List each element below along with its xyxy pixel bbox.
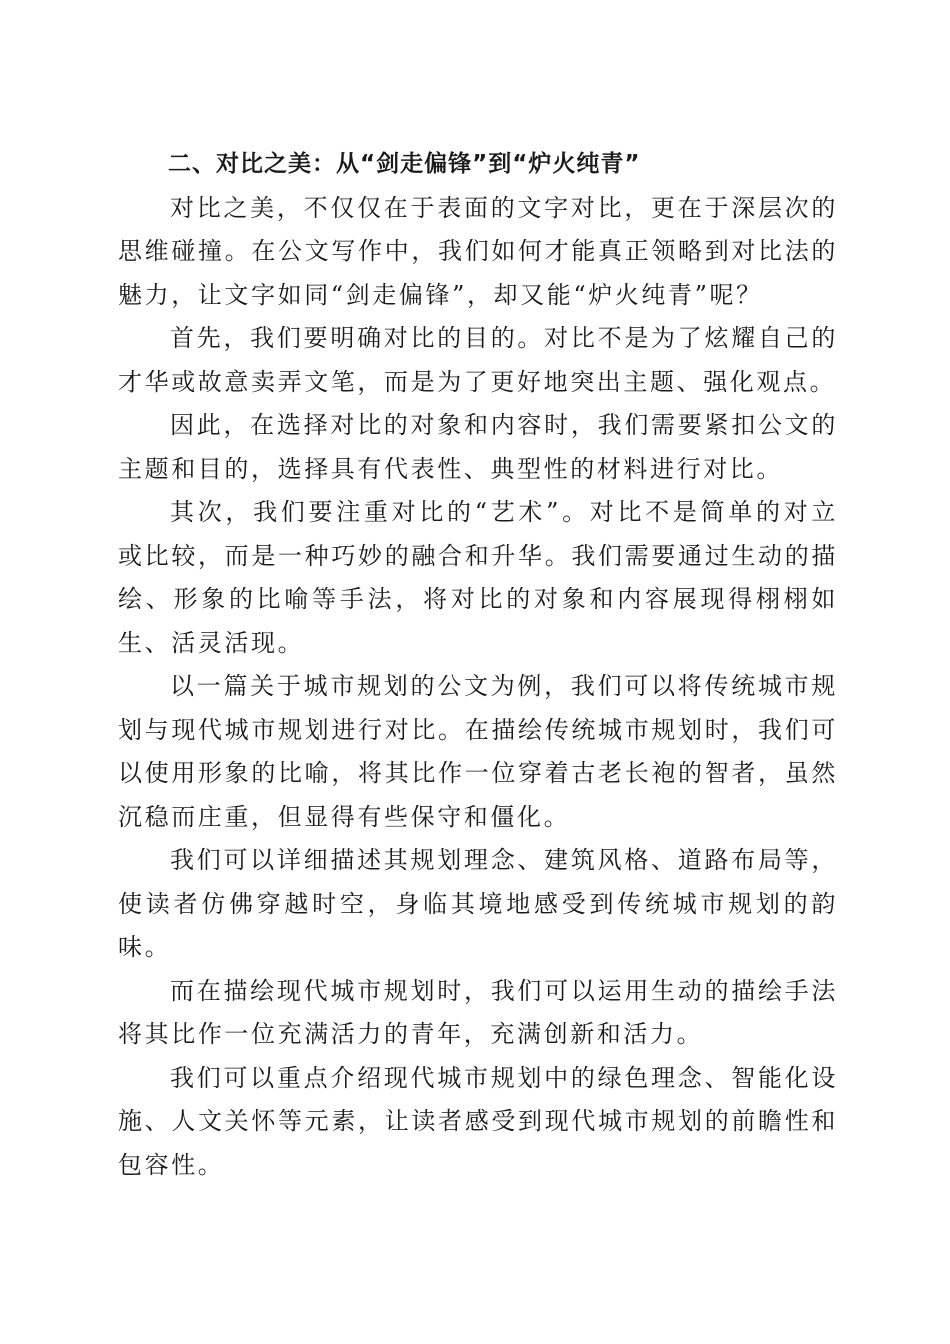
paragraph-6: 我们可以详细描述其规划理念、建筑风格、道路布局等，使读者仿佛穿越时空，身临其境地感受到传统城市规划的韵味。 xyxy=(118,846,838,961)
paragraph-5: 以一篇关于城市规划的公文为例，我们可以将传统城市规划与现代城市规划进行对比。在描绘传统城市规划时，我们可以使用形象的比喻，将其比作一位穿着古老长袍的智者，虽然沉稳而庄重，但显得有些保守和僵化。 xyxy=(118,672,838,831)
paragraph-1: 对比之美，不仅仅在于表面的文字对比，更在于深层次的思维碰撞。在公文写作中，我们如何才能真正领略到对比法的魅力，让文字如同“剑走偏锋”，却又能“炉火纯青”呢？ xyxy=(118,193,838,309)
section-heading: 二、对比之美：从“剑走偏锋”到“炉火纯青” xyxy=(168,151,641,177)
paragraph-4: 其次，我们要注重对比的“艺术”。对比不是简单的对立或比较，而是一种巧妙的融合和升华。我们需要通过生动的描绘、形象的比喻等手法，将对比的对象和内容展现得栩栩如生、活灵活现。 xyxy=(118,498,838,657)
paragraph-8: 我们可以重点介绍现代城市规划中的绿色理念、智能化设施、人文关怀等元素，让读者感受到现代城市规划的前瞻性和包容性。 xyxy=(118,1063,838,1179)
paragraph-3: 因此，在选择对比的对象和内容时，我们需要紧扣公文的主题和目的，选择具有代表性、典型性的材料进行对比。 xyxy=(118,411,838,483)
paragraph-2: 首先，我们要明确对比的目的。对比不是为了炫耀自己的才华或故意卖弄文笔，而是为了更好地突出主题、强化观点。 xyxy=(118,324,838,396)
paragraph-7: 而在描绘现代城市规划时，我们可以运用生动的描绘手法将其比作一位充满活力的青年，充满创新和活力。 xyxy=(118,976,838,1048)
document-body xyxy=(118,143,838,1187)
